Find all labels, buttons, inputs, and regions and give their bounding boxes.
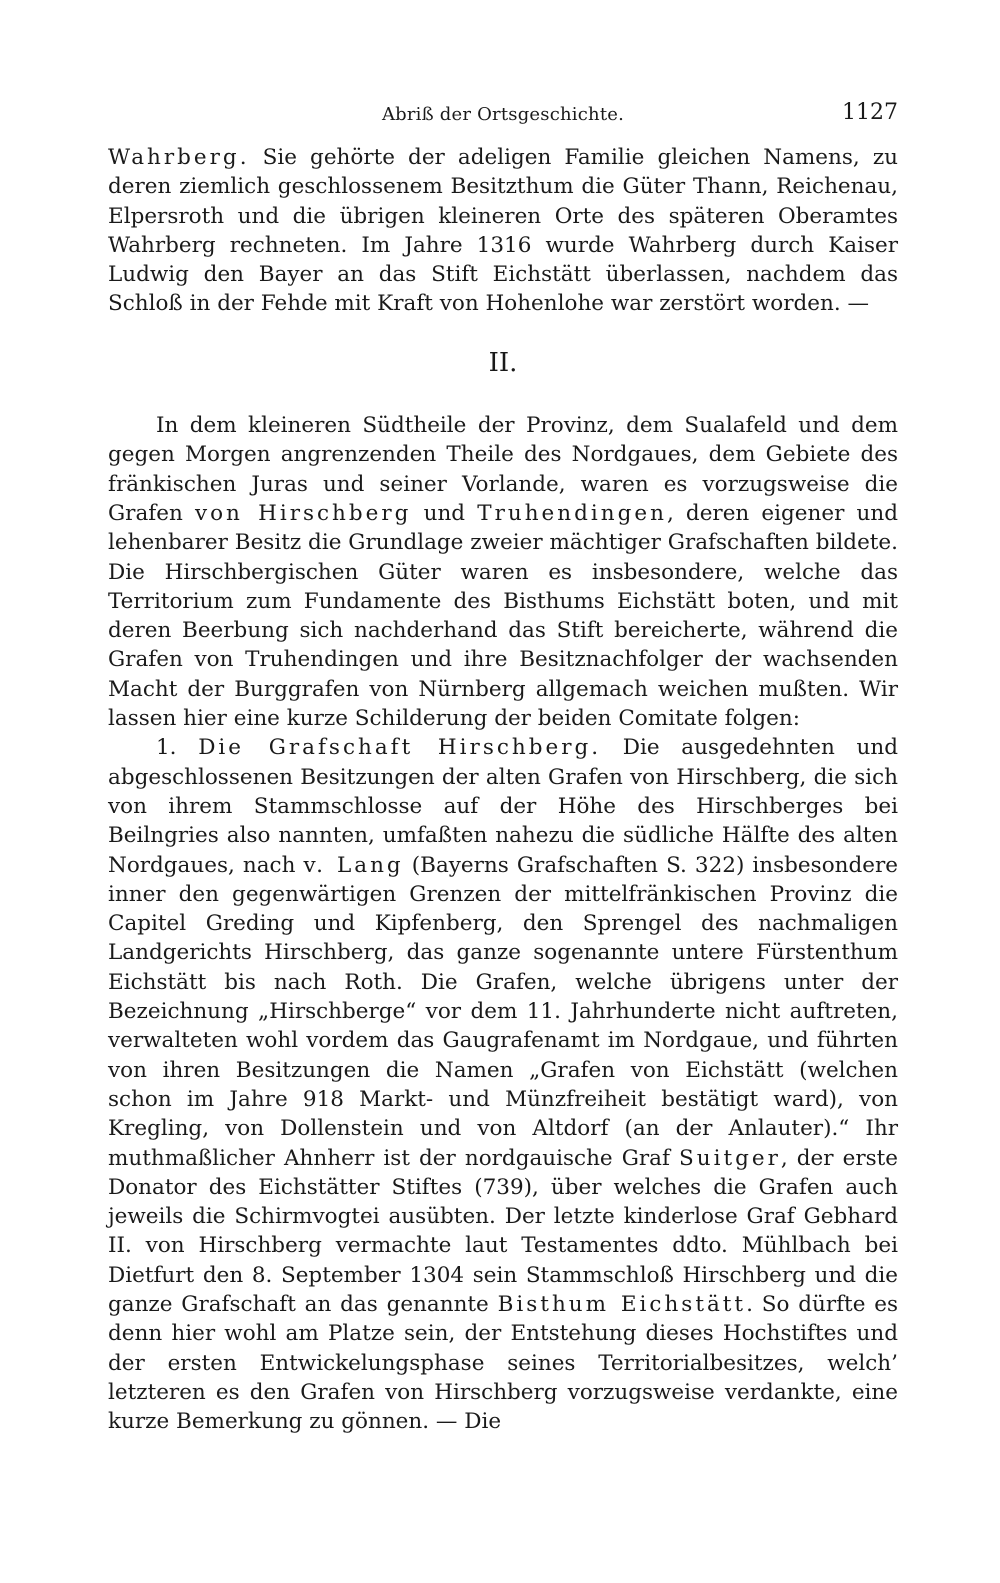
paragraph-text: und xyxy=(411,500,478,526)
emphasis-truhendingen: Truhendingen xyxy=(477,500,667,526)
paragraph-text: Die ausgedehnten und abgeschlossenen Besitzungen der alten Grafen von Hirschberg, die sich von ihrem Stammschlosse auf der Höhe des Hirschberges bei Beilngries also nannten, umfaßten nahezu die südliche Hälfte des alten Nordgaues, nach xyxy=(108,735,898,878)
paragraph-intro xyxy=(108,411,898,733)
body-text xyxy=(108,143,898,1436)
emphasis-author-lang: v. Lang xyxy=(303,852,404,878)
paragraph-wahrberg xyxy=(108,143,898,319)
emphasis-suitger: Suitger xyxy=(679,1145,781,1171)
running-header xyxy=(108,100,898,130)
emphasis-bisthum: Bisthum Eichstätt xyxy=(497,1291,747,1317)
paragraph-text: In dem kleineren Südtheile der Provinz, dem Sualafeld und dem gegen Morgen angrenzenden Theile des Nordgaues, dem Gebiete des fränkischen Juras und seiner Vorlande, waren es vorzugsweise die Grafen xyxy=(108,413,898,526)
emphasis-hirschberg: von Hirschberg xyxy=(194,500,412,526)
running-title: Abriß der Ortsgeschichte. xyxy=(381,104,625,125)
paragraph-grafschaft-hirschberg xyxy=(108,733,898,1436)
section-heading: II. xyxy=(488,347,518,378)
list-number: 1. xyxy=(156,735,199,761)
page-number: 1127 xyxy=(842,100,898,125)
paragraph-text: Sie gehörte der adeligen Familie gleichen Namens, zu deren ziemlich geschlossenem Besitzthum die Güter Thann, Reichenau, Elpersroth und die übrigen kleineren Orte des späteren Oberamtes Wahrberg rechneten. Im Jahre 1316 wurde Wahrberg durch Kaiser Ludwig den Bayer an das Stift Eichstätt überlassen, nachdem das Schloß in der Fehde mit Kraft von Hohenlohe war zerstört worden. — xyxy=(108,145,898,317)
paragraph-text: , deren eigener und lehenbarer Besitz die Grundlage zweier mächtiger Grafschaften bildete. Die Hirschbergischen Güter waren es insbesondere, welche das Territorium zum Fundamente des Bisthums Eichstätt boten, und mit deren Beerbung sich nachderhand das Stift bereicherte, während die Grafen von Truhendingen und ihre Besitznachfolger der wachsenden Macht der Burggrafen von Nürnberg allgemach weichen mußten. Wir lassen hier eine kurze Schilderung der beiden Comitate folgen: xyxy=(108,500,898,732)
paragraph-text: . So dürfte es denn hier wohl am Platze sein, der Entstehung dieses Hochstiftes und der ersten Entwickelungsphase seines Territorialbesitzes, welch’ letzteren es den Grafen von Hirschberg vorzugsweise verdankte, eine kurze Bemerkung zu gönnen. — Die xyxy=(108,1291,898,1435)
paragraph-text: (Bayerns Grafschaften S. 322) insbesondere inner den gegenwärtigen Grenzen der mittelfränkischen Provinz die Capitel Greding und Kipfenberg, den Sprengel des nachmaligen Landgerichts Hirschberg, das ganze sogenannte untere Fürstenthum Eichstätt bis nach Roth. Die Grafen, welche übrigens unter der Bezeichnung „Hirschberge“ vor dem 11. Jahrhunderte nicht auftreten, verwalteten wohl vordem das Gaugrafenamt im Nordgaue, und führten von ihren Besitzungen die Namen „Grafen von Eichstätt (welchen schon im Jahre 918 Markt- und Münzfreiheit bestätigt ward), von Kregling, von Dollenstein und von Altdorf (an der Anlauter).“ Ihr muthmaßlicher Ahnherr ist der nordgauische Graf xyxy=(108,852,898,1171)
emphasis-grafschaft-title: Die Grafschaft Hirschberg. xyxy=(198,735,602,761)
place-name-wahrberg: Wahrberg. xyxy=(108,145,250,170)
paragraph-text: , der erste Donator des Eichstätter Stiftes (739), über welches die Grafen auch jeweils die Schirmvogtei ausübten. Der letzte kinderlose Graf Gebhard II. von Hirschberg vermachte laut Testamentes ddto. Mühlbach bei Dietfurt den 8. September 1304 sein Stammschloß Hirschberg und die ganze Grafschaft an das genannte xyxy=(108,1145,898,1317)
